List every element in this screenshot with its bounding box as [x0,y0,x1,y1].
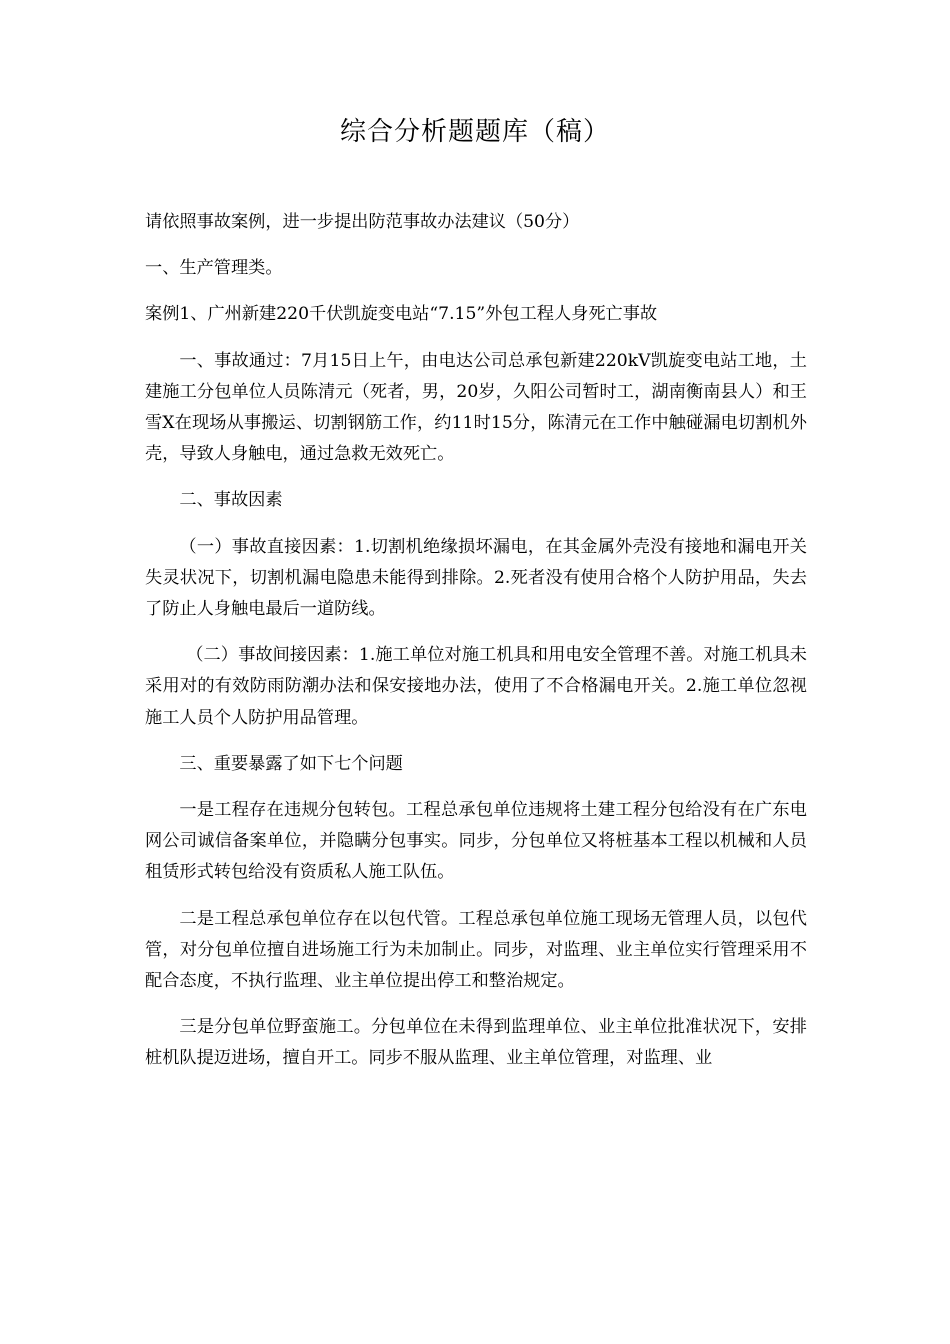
problem-three-paragraph: 三是分包单位野蛮施工。分包单位在未得到监理单位、业主单位批准状况下，安排桩机队提迈进场，擅自开工。同步不服从监理、业主单位管理，对监理、业 [145,1017,807,1069]
direct-cause-paragraph: （一）事故直接因素：1.切割机绝缘损坏漏电，在其金属外壳没有接地和漏电开关失灵状况下，切割机漏电隐患未能得到排除。2.死者没有使用合格个人防护用品，失去了防止人身触电最后一道防线。 [145,536,807,620]
problems-heading: 三、重要暴露了如下七个问题 [179,753,403,774]
section-heading: 一、生产管理类。 [145,258,283,279]
document-body [145,207,807,1075]
document-title: 综合分析题题库（稿） [339,117,610,147]
accident-process-paragraph: 一、事故通过：7月15日上午，由电达公司总承包新建220kV凯旋变电站工地，土建施工分包单位人员陈清元（死者，男，20岁，久阳公司暂时工，湖南衡南县人）和王雪X在现场从事搬运、切割钢筋工作，约11时15分，陈清元在工作中触碰漏电切割机外壳，导致人身触电，通过急救无效死亡。 [145,350,807,465]
problem-two-paragraph: 二是工程总承包单位存在以包代管。工程总承包单位施工现场无管理人员，以包代管，对分包单位擅自进场施工行为未加制止。同步，对监理、业主单位实行管理采用不配合态度，不执行监理、业主单位提出停工和整治规定。 [145,908,807,992]
problem-one-paragraph: 一是工程存在违规分包转包。工程总承包单位违规将土建工程分包给没有在广东电网公司诚信备案单位，并隐瞒分包事实。同步，分包单位又将桩基本工程以机械和人员租赁形式转包给没有资质私人施工队伍。 [145,800,807,883]
indirect-cause-paragraph: （二）事故间接因素：1.施工单位对施工机具和用电安全管理不善。对施工机具未采用对的有效防雨防潮办法和保安接地办法，使用了不合格漏电开关。2.施工单位忽视施工人员个人防护用品管理。 [145,645,807,728]
accident-cause-heading: 二、事故因素 [179,490,283,511]
case-title: 案例1、广州新建220千伏凯旋变电站“7.15”外包工程人身死亡事故 [145,304,658,325]
instruction-paragraph: 请依照事故案例，进一步提出防范事故办法建议（50分） [145,212,580,232]
